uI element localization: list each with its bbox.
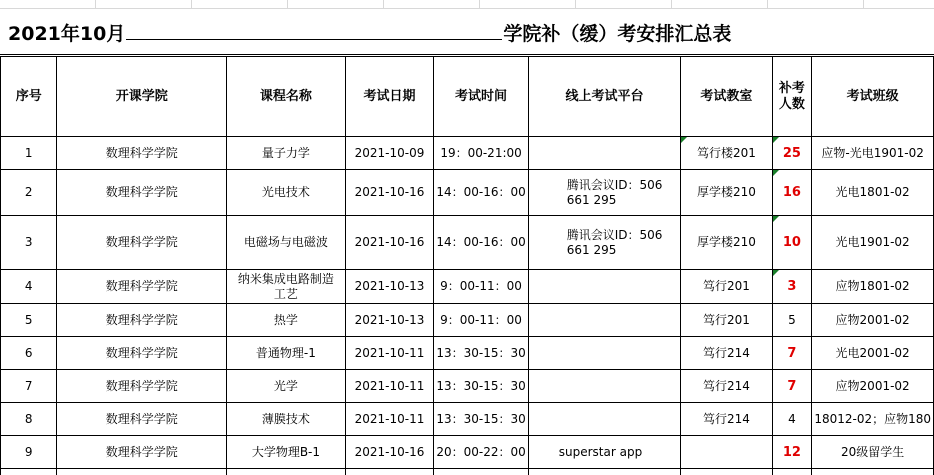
cell-room[interactable]: 厚学楼210 — [681, 170, 772, 216]
cell-time[interactable]: 13：30-15：30 — [434, 403, 528, 436]
cell-room[interactable] — [681, 436, 772, 469]
cell-course[interactable]: 薄膜技术 — [227, 403, 346, 436]
cell-date[interactable]: 2021-10-09 — [345, 137, 434, 170]
empty-cell[interactable] — [345, 469, 434, 475]
title-row[interactable] — [0, 8, 934, 55]
table-row — [1, 337, 934, 370]
cell-count[interactable]: 25 — [772, 137, 812, 170]
exam-schedule-table — [0, 56, 934, 475]
cell-course[interactable]: 光电技术 — [227, 170, 346, 216]
cell-date[interactable]: 2021-10-11 — [345, 370, 434, 403]
cell-date[interactable]: 2021-10-16 — [345, 170, 434, 216]
header-row — [1, 57, 934, 137]
cell-index[interactable]: 6 — [1, 337, 57, 370]
cell-count[interactable]: 7 — [772, 370, 812, 403]
table-row — [1, 304, 934, 337]
table-row — [1, 403, 934, 436]
table-row — [1, 270, 934, 304]
empty-cell[interactable] — [772, 469, 812, 475]
cell-count[interactable]: 10 — [772, 216, 812, 270]
header-class[interactable]: 考试班级 — [812, 57, 934, 137]
header-course[interactable]: 课程名称 — [227, 57, 346, 137]
cell-platform[interactable] — [528, 270, 681, 304]
table-row — [1, 436, 934, 469]
cell-platform[interactable] — [528, 304, 681, 337]
empty-cell[interactable] — [57, 469, 227, 475]
cell-count[interactable]: 4 — [772, 403, 812, 436]
cell-room[interactable]: 笃行214 — [681, 403, 772, 436]
cell-time[interactable]: 13：30-15：30 — [434, 337, 528, 370]
header-time[interactable]: 考试时间 — [434, 57, 528, 137]
cell-class[interactable]: 20级留学生 — [812, 436, 934, 469]
cell-time[interactable]: 9：00-11：00 — [434, 304, 528, 337]
cell-platform[interactable]: 腾讯会议ID：506 661 295 — [528, 170, 681, 216]
cell-college[interactable]: 数理科学学院 — [57, 337, 227, 370]
cell-index[interactable]: 1 — [1, 137, 57, 170]
cell-room[interactable]: 笃行201 — [681, 270, 772, 304]
cell-index[interactable]: 9 — [1, 436, 57, 469]
cell-count[interactable]: 16 — [772, 170, 812, 216]
cell-time[interactable]: 14：00-16：00 — [434, 170, 528, 216]
cell-index[interactable]: 4 — [1, 270, 57, 304]
cell-platform[interactable] — [528, 370, 681, 403]
empty-cell[interactable] — [812, 469, 934, 475]
cell-index[interactable]: 8 — [1, 403, 57, 436]
cell-platform[interactable] — [528, 337, 681, 370]
cell-room[interactable]: 厚学楼210 — [681, 216, 772, 270]
cell-class[interactable]: 光电1901-02 — [812, 216, 934, 270]
table-row — [1, 216, 934, 270]
cell-index[interactable]: 5 — [1, 304, 57, 337]
cell-date[interactable]: 2021-10-11 — [345, 337, 434, 370]
header-college[interactable]: 开课学院 — [57, 57, 227, 137]
table-row-empty — [1, 469, 934, 475]
cell-college[interactable]: 数理科学学院 — [57, 304, 227, 337]
cell-college[interactable]: 数理科学学院 — [57, 436, 227, 469]
cell-course[interactable]: 光学 — [227, 370, 346, 403]
header-room[interactable]: 考试教室 — [681, 57, 772, 137]
cell-class[interactable]: 18012-02；应物180 — [812, 403, 934, 436]
cell-college[interactable]: 数理科学学院 — [57, 370, 227, 403]
table-row — [1, 170, 934, 216]
cell-date[interactable]: 2021-10-16 — [345, 436, 434, 469]
cell-room[interactable]: 笃行楼201 — [681, 137, 772, 170]
table-row — [1, 370, 934, 403]
cell-course[interactable]: 普通物理-1 — [227, 337, 346, 370]
header-count[interactable]: 补考人数 — [772, 57, 812, 137]
cell-class[interactable]: 光电2001-02 — [812, 337, 934, 370]
cell-index[interactable]: 3 — [1, 216, 57, 270]
cell-time[interactable]: 13：30-15：30 — [434, 370, 528, 403]
cell-college[interactable]: 数理科学学院 — [57, 137, 227, 170]
cell-course[interactable]: 电磁场与电磁波 — [227, 216, 346, 270]
cell-date[interactable]: 2021-10-13 — [345, 304, 434, 337]
cell-room[interactable]: 笃行214 — [681, 370, 772, 403]
empty-cell[interactable] — [681, 469, 772, 475]
cell-class[interactable]: 应物-光电1901-02 — [812, 137, 934, 170]
cell-college[interactable]: 数理科学学院 — [57, 403, 227, 436]
cell-index[interactable]: 2 — [1, 170, 57, 216]
cell-platform[interactable]: 腾讯会议ID：506 661 295 — [528, 216, 681, 270]
table-row — [1, 137, 934, 170]
empty-cell[interactable] — [227, 469, 346, 475]
cell-date[interactable]: 2021-10-13 — [345, 270, 434, 304]
cell-class[interactable]: 光电1801-02 — [812, 170, 934, 216]
cell-course[interactable]: 量子力学 — [227, 137, 346, 170]
cell-time[interactable]: 14：00-16：00 — [434, 216, 528, 270]
cell-college[interactable]: 数理科学学院 — [57, 216, 227, 270]
cell-class[interactable]: 应物2001-02 — [812, 370, 934, 403]
cell-class[interactable]: 应物1801-02 — [812, 270, 934, 304]
sheet-title — [8, 19, 731, 46]
cell-college[interactable]: 数理科学学院 — [57, 170, 227, 216]
cell-course[interactable]: 大学物理B-1 — [227, 436, 346, 469]
header-date[interactable]: 考试日期 — [345, 57, 434, 137]
empty-cell[interactable] — [1, 469, 57, 475]
cell-platform[interactable]: superstar app — [528, 436, 681, 469]
header-index[interactable]: 序号 — [1, 57, 57, 137]
cell-room[interactable]: 笃行214 — [681, 337, 772, 370]
cell-date[interactable]: 2021-10-11 — [345, 403, 434, 436]
cell-index[interactable]: 7 — [1, 370, 57, 403]
empty-cell[interactable] — [528, 469, 681, 475]
cell-date[interactable]: 2021-10-16 — [345, 216, 434, 270]
cell-platform[interactable] — [528, 137, 681, 170]
title-blank-line — [126, 23, 502, 40]
title-prefix: 2021年10月 — [8, 23, 126, 45]
cell-count[interactable]: 7 — [772, 337, 812, 370]
cell-room[interactable]: 笃行201 — [681, 304, 772, 337]
cell-course[interactable]: 热学 — [227, 304, 346, 337]
cell-course[interactable]: 纳米集成电路制造工艺 — [227, 270, 346, 304]
cell-college[interactable]: 数理科学学院 — [57, 270, 227, 304]
cell-class[interactable]: 应物2001-02 — [812, 304, 934, 337]
header-platform[interactable]: 线上考试平台 — [528, 57, 681, 137]
cell-count[interactable]: 3 — [772, 270, 812, 304]
cell-time[interactable]: 9：00-11：00 — [434, 270, 528, 304]
title-suffix: 学院补（缓）考安排汇总表 — [503, 23, 732, 45]
cell-count[interactable]: 5 — [772, 304, 812, 337]
cell-count[interactable]: 12 — [772, 436, 812, 469]
cell-time[interactable]: 20：00-22：00 — [434, 436, 528, 469]
empty-cell[interactable] — [434, 469, 528, 475]
cell-platform[interactable] — [528, 403, 681, 436]
cell-time[interactable]: 19：00-21:00 — [434, 137, 528, 170]
